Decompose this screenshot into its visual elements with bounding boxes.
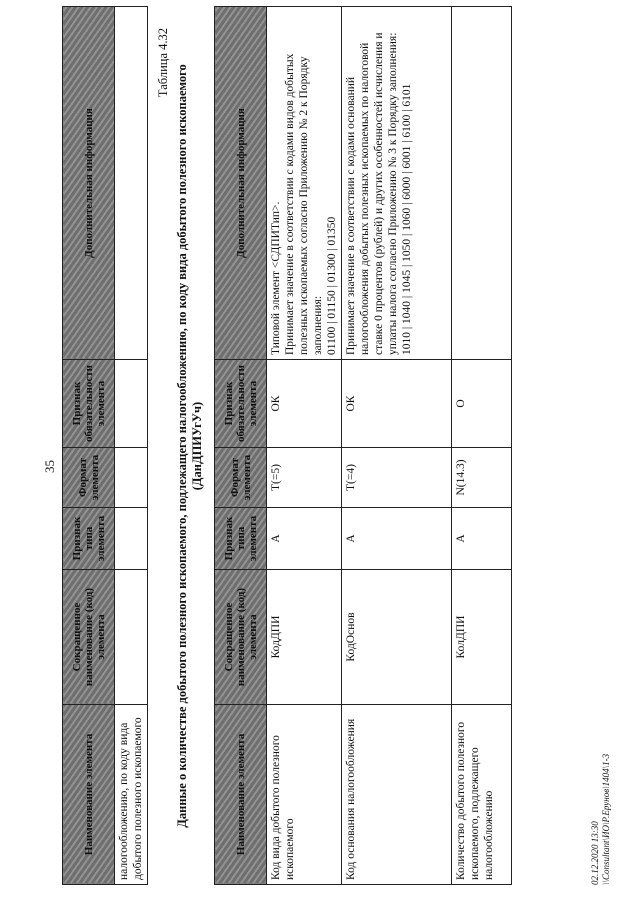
cell-format: T(=5) — [267, 448, 342, 508]
header-cell: Дополнительная информация — [63, 7, 115, 360]
cell-info — [452, 7, 512, 360]
cell-type: А — [267, 508, 342, 570]
cell-name: налогообложению, по коду вида добытого полезного ископаемого — [115, 705, 148, 885]
cell-code: КодОснов — [342, 570, 452, 705]
table-title — [175, 7, 205, 885]
cell-name: Код вида добытого полезного ископаемого — [267, 705, 342, 885]
cell-name: Количество добытого полезного ископаемого, подлежащего налогообложению — [452, 705, 512, 885]
info-line: Типовой элемент <СДПИТип>. — [270, 201, 282, 355]
header-cell: Формат элемента — [215, 448, 267, 508]
info-line: Принимает значение в соответствии с кодами оснований налогообложения добытых полезных ископаемых по налоговой ставке 0 процентов (рублей) и других особенностей исчисления и уплаты налога согласно Приложению № 3 к Порядку заполнения: — [345, 32, 399, 355]
header-cell: Дополнительная информация — [215, 7, 267, 360]
cell-type: А — [342, 508, 452, 570]
table-label: Таблица 4.32 — [156, 28, 170, 98]
top-table-header — [63, 7, 115, 885]
cell-info — [267, 7, 342, 360]
cell-type — [115, 508, 148, 570]
cell-name: Код основания налогообложения — [342, 705, 452, 885]
cell-code: КодДПИ — [267, 570, 342, 705]
header-cell: Наименование элемента — [215, 705, 267, 885]
info-line: 1010 | 1040 | 1045 | 1050 | 1060 | 6000 | 6001 | 6100 | 6101 — [401, 83, 413, 355]
cell-type: А — [452, 508, 512, 570]
cell-req: ОК — [342, 360, 452, 448]
info-line: 01100 | 01150 | 01300 | 01350 — [326, 216, 338, 355]
table-row — [115, 7, 148, 885]
title-line-1: Данные о количестве добытого полезного ископаемого, подлежащего налогообложению, по коду вида добытого полезного ископаемого — [175, 64, 189, 828]
cell-req — [115, 360, 148, 448]
header-cell: Сокращенное наименование (код) элемента — [63, 570, 115, 705]
title-line-2: (ДанДПИУгУч) — [190, 401, 204, 491]
info-line: Принимает значение в соответствии с кодами видов добытых полезных ископаемых согласно Приложению № 2 к Порядку заполнения: — [284, 53, 324, 355]
cell-code — [115, 570, 148, 705]
cell-info — [115, 7, 148, 360]
cell-info — [342, 7, 452, 360]
header-cell: Признак типа элемента — [63, 508, 115, 570]
table-row — [342, 7, 452, 885]
table-row — [452, 7, 512, 885]
footer-line-1: 02.12.2020 13:30 — [590, 821, 600, 885]
header-cell: Наименование элемента — [63, 705, 115, 885]
header-cell: Признак обязательности элемента — [215, 360, 267, 448]
header-cell: Формат элемента — [63, 448, 115, 508]
cell-format: T(=4) — [342, 448, 452, 508]
cell-format: N(14.3) — [452, 448, 512, 508]
footer-stamp — [590, 754, 612, 885]
cell-format — [115, 448, 148, 508]
main-table — [214, 6, 512, 885]
cell-req: О — [452, 360, 512, 448]
top-table — [62, 6, 148, 885]
table-row — [267, 7, 342, 885]
page-number: 35 — [42, 460, 57, 473]
header-cell: Признак типа элемента — [215, 508, 267, 570]
cell-code: КолДПИ — [452, 570, 512, 705]
header-cell: Сокращенное наименование (код) элемента — [215, 570, 267, 705]
cell-req: ОК — [267, 360, 342, 448]
main-table-header — [215, 7, 267, 885]
footer-line-2: \\Consultant\ИО\Р.Ерунов\1404\1-3 — [601, 753, 611, 885]
header-cell: Признак обязательности элемента — [63, 360, 115, 448]
